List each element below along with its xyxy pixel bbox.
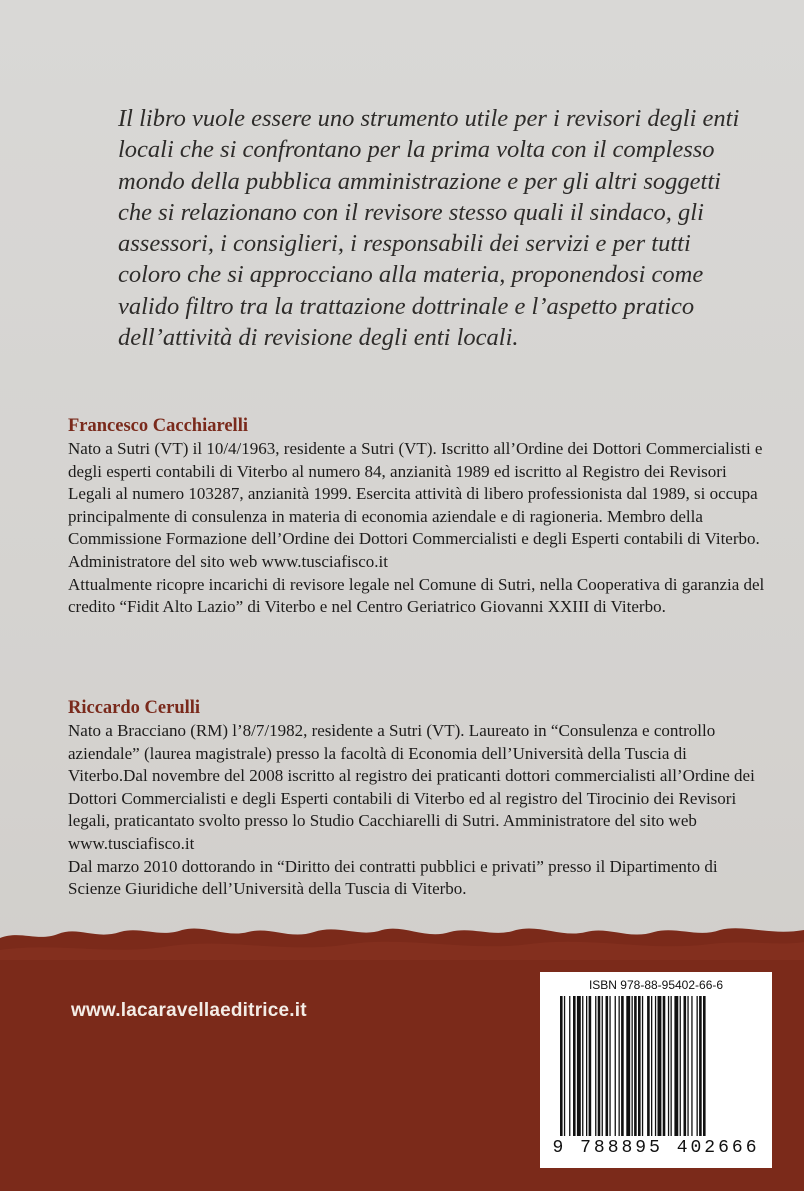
barcode-bar [699,996,702,1136]
barcode-bar [595,996,596,1136]
barcode-bar [626,996,630,1136]
barcode-bar [697,996,698,1136]
barcode-bar [598,996,601,1136]
author-bio-cacchiarelli [68,415,768,619]
author-name: Riccardo Cerulli [68,698,201,718]
barcode-bar [647,996,650,1136]
book-description: Il libro vuole essere uno strumento utile per i revisori degli enti locali che si confrontano per la prima volta con il complesso mondo della pubblica amministrazione e per gli altri soggetti che si relazionano con il revisore stesso quali il sindaco, gli assessori, i consiglieri, i responsabili dei servizi e per tutti coloro che si approcciano alla materia, proponendosi come valido filtro tra la trattazione dottrinale e l’aspetto pratico dell’attività di revisione degli enti locali. [118,105,740,352]
barcode-bar [564,996,565,1136]
barcode-bar [586,996,587,1136]
author-bio-text: Nato a Sutri (VT) il 10/4/1963, residente a Sutri (VT). Iscritto all’Ordine dei Dottori Commercialisti e degli esperti contabili di Viterbo al numero 84, anzianità 1989 ed iscritto al Registro dei Revisori Legali al numero 103287, anzianità 1999. Esercita attività di libero professionista dal 1989, si occupa principalmente di consulenza in materia di economia aziendale e di ragioneria. Membro della Commissione Formazione dell’Ordine dei Dottori Commercialisti e degli Esperti contabili di Viterbo. Administratore del sito web www.tusciafisco.it Attualmente ricopre incarichi di revisore legale nel Comune di Sutri, nella Cooperativa di garanzia del credito “Fidit Alto Lazio” di Viterbo e nel Centro Geriatrico Giovanni XXIII di Viterbo. [68,439,765,617]
author-name: Francesco Cacchiarelli [68,416,248,436]
barcode-bar [619,996,620,1136]
barcode-bar [668,996,669,1136]
barcode-bar [569,996,570,1136]
barcode-bar [642,996,643,1136]
barcode-digits: 9 788895 402666 [552,1138,760,1158]
barcode-bar [680,996,681,1136]
barcode-bar [687,996,688,1136]
barcode-bar [589,996,592,1136]
barcode-bar [632,996,633,1136]
barcode-bar [684,996,687,1136]
barcode-bar [691,996,692,1136]
barcode-bar [615,996,616,1136]
barcode-bar [674,996,678,1136]
barcode-bar [655,996,656,1136]
isbn-label: ISBN 978-88-95402-66-6 [588,978,724,992]
isbn-barcode [540,972,772,1168]
barcode-bar [634,996,637,1136]
barcode-bar [671,996,672,1136]
barcode-bar [577,996,581,1136]
barcode-bar [609,996,610,1136]
barcode-bar [606,996,609,1136]
author-bio-cerulli [68,697,768,901]
author-bio-text: Nato a Bracciano (RM) l’8/7/1982, residente a Sutri (VT). Laureato in “Consulenza e controllo aziendale” (laurea magistrale) presso la facoltà di Economia dell’Università della Tuscia di Viterbo.Dal novembre del 2008 iscritto al registro dei praticanti dottori commercialisti all’Ordine dei Dottori Commercialisti e degli Esperti contabili di Viterbo ed al registro del Tirocinio dei Revisori legali, praticantato svolto presso lo Studio Cacchiarelli di Sutri. Amministratore del sito web www.tusciafisco.it Dal marzo 2010 dottorando in “Diritto dei contratti pubblici e privati” presso il Dipartimento di Scienze Giuridiche dell’Università della Tuscia di Viterbo. [68,721,755,899]
barcode-bar [582,996,583,1136]
barcode-bar [621,996,624,1136]
barcode-bar [658,996,662,1136]
barcode-bar [560,996,563,1136]
barcode-bar [573,996,576,1136]
publisher-website: www.lacaravellaeditrice.it [71,1000,307,1021]
barcode-bar [602,996,603,1136]
barcode-bar [663,996,666,1136]
barcode-bar [638,996,641,1136]
barcode-bars [558,996,754,1136]
barcode-bar [651,996,652,1136]
barcode-bar [703,996,706,1136]
